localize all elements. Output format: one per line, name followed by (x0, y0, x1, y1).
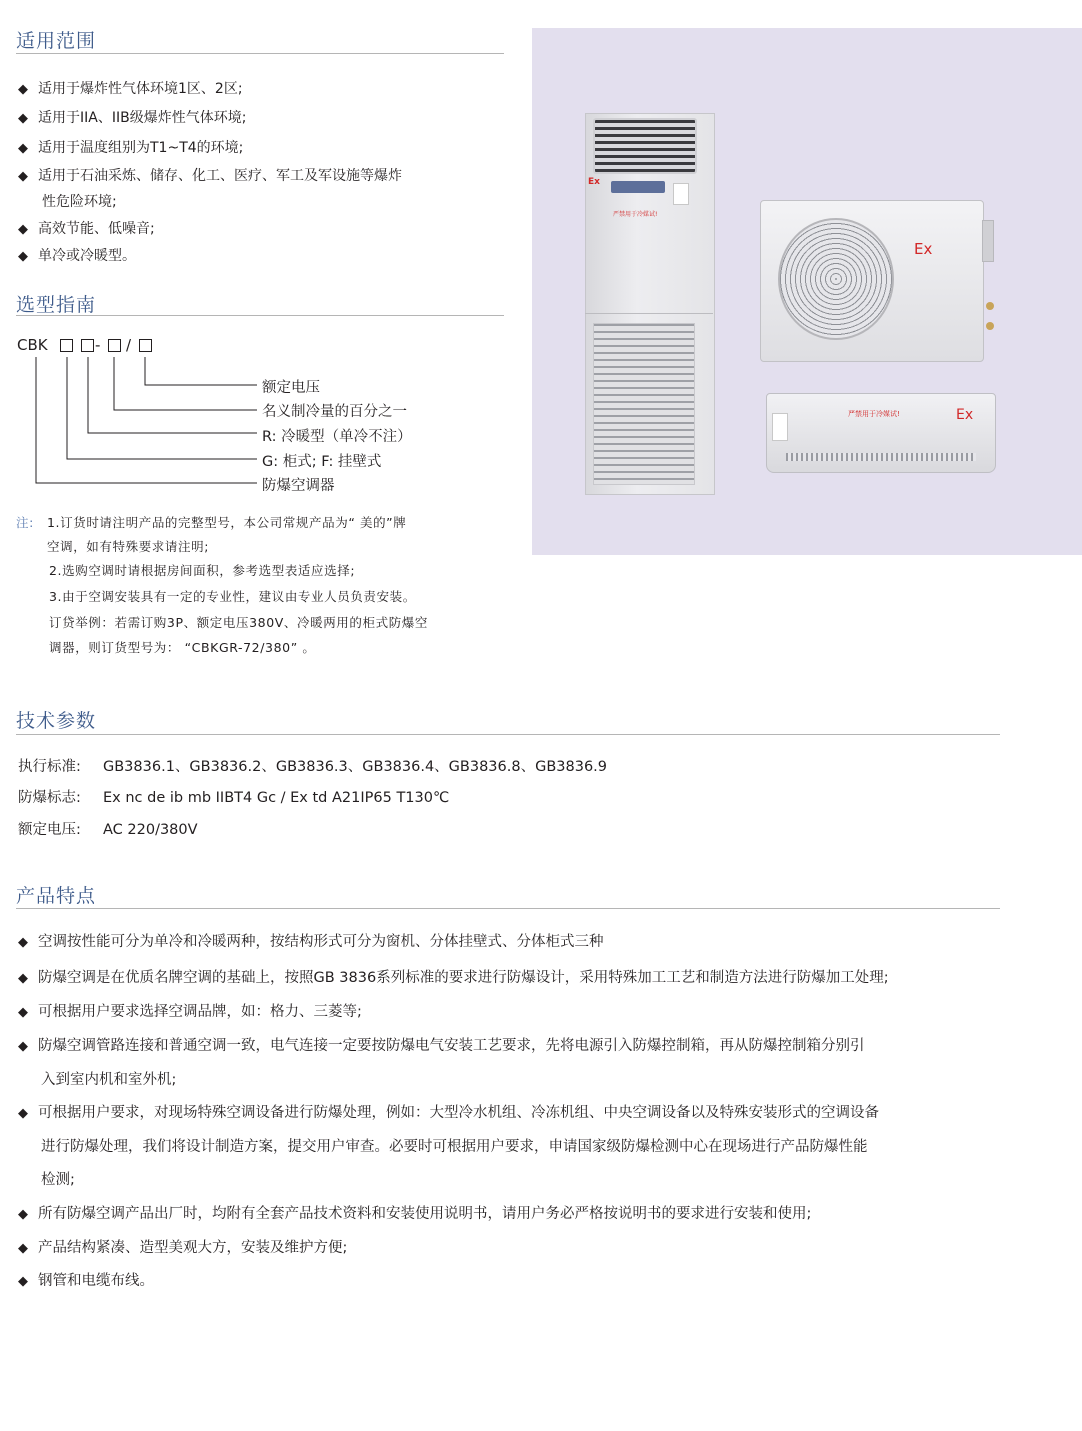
diamond-bullet-icon: ◆ (18, 1039, 28, 1054)
selection-connector-lines (0, 0, 270, 500)
scope-bullet-4-continuation: 性危险环境; (42, 194, 117, 210)
feature-6: ◆ 所有防爆空调产品出厂时，均附有全套产品技术资料和安装使用说明书，请用户务必严格按说明书的要求进行安装和使用; (18, 1206, 812, 1222)
feature-5-continuation-2: 检测; (41, 1172, 75, 1188)
diamond-bullet-icon: ◆ (18, 249, 28, 264)
diamond-bullet-icon: ◆ (18, 1106, 28, 1121)
diamond-bullet-icon: ◆ (18, 111, 28, 126)
label-product: 防爆空调器 (262, 478, 335, 494)
wall-warning: 严禁用于冷媒试! (848, 410, 900, 418)
feature-7: ◆ 产品结构紧凑、造型美观大方，安装及维护方便; (18, 1240, 348, 1256)
selection-title: 选型指南 (16, 294, 97, 316)
product-photo-panel (532, 28, 1082, 555)
note-line-1: 1.订货时请注明产品的完整型号，本公司常规产品为“ 美的”牌 (47, 515, 407, 530)
wall-unit (766, 393, 996, 473)
code-slash: / (126, 336, 132, 354)
feature-2: ◆ 防爆空调是在优质名牌空调的基础上，按照GB 3836系列标准的要求进行防爆设计，采用特殊加工工艺和制造方法进行防爆加工处理; (18, 970, 889, 986)
note-label: 注: (16, 515, 34, 530)
outdoor-unit (760, 190, 992, 360)
scope-title: 适用范围 (16, 30, 97, 52)
feature-4: ◆ 防爆空调管路连接和普通空调一致，电气连接一定要按防爆电气安装工艺要求，先将电源引入防爆控制箱，再从防爆控制箱分别引 (18, 1038, 865, 1054)
scope-bullet-3: ◆ 适用于温度组别为T1~T4的环境; (18, 140, 244, 156)
wall-energy-label (772, 413, 788, 441)
cabinet-unit (585, 113, 713, 493)
feature-5: ◆ 可根据用户要求，对现场特殊空调设备进行防爆处理，例如：大型冷水机组、冷冻机组、中央空调设备以及特殊安装形式的空调设备 (18, 1105, 879, 1121)
tech-rule (16, 734, 1000, 735)
wall-louver (786, 453, 976, 461)
top-grille (593, 118, 697, 174)
param-voltage: 额定电压: AC 220/380V (18, 822, 198, 838)
diamond-bullet-icon: ◆ (18, 1207, 28, 1222)
diamond-bullet-icon: ◆ (18, 935, 28, 950)
features-title: 产品特点 (16, 885, 97, 907)
diamond-bullet-icon: ◆ (18, 1241, 28, 1256)
note-line-5: 订贷举例：若需订购3P、额定电压380V、冷暖两用的柜式防爆空 (49, 615, 429, 630)
feature-4-continuation: 入到室内机和室外机; (41, 1072, 177, 1088)
control-display (611, 181, 665, 193)
diamond-bullet-icon: ◆ (18, 222, 28, 237)
diamond-bullet-icon: ◆ (18, 1274, 28, 1289)
label-cooling-type: R: 冷暖型（单冷不注） (262, 429, 412, 445)
scope-bullet-1: ◆ 适用于爆炸性气体环境1区、2区; (18, 81, 243, 97)
bottom-grille (593, 323, 695, 485)
feature-1: ◆ 空调按性能可分为单冷和冷暖两种，按结构形式可分为窗机、分体挂壁式、分体柜式三种 (18, 934, 604, 950)
label-rated-voltage: 额定电压 (262, 380, 320, 396)
note-line-6: 调器，则订货型号为： “CBKGR-72/380” 。 (49, 640, 316, 655)
scope-bullet-4: ◆ 适用于石油采炼、储存、化工、医疗、军工及军设施等爆炸 (18, 168, 402, 184)
code-dash: - (95, 336, 101, 354)
param-standard: 执行标准: GB3836.1、GB3836.2、GB3836.3、GB3836.4、GB3836.8、GB3836.9 (18, 759, 608, 775)
cabinet-warning: 严禁用于冷媒试! (613, 211, 658, 218)
note-line-2: 空调，如有特殊要求请注明; (47, 539, 210, 554)
features-rule (16, 908, 1000, 909)
scope-bullet-6: ◆ 单冷或冷暖型。 (18, 248, 136, 264)
energy-label (673, 183, 689, 205)
param-ex-marking: 防爆标志: Ex nc de ib mb IIBT4 Gc / Ex td A21IP65 T130℃ (18, 790, 450, 806)
diamond-bullet-icon: ◆ (18, 141, 28, 156)
fan-grille (778, 218, 894, 340)
feature-8: ◆ 钢管和电缆布线。 (18, 1273, 154, 1289)
diamond-bullet-icon: ◆ (18, 1005, 28, 1020)
scope-bullet-5: ◆ 高效节能、低噪音; (18, 221, 155, 237)
feature-3: ◆ 可根据用户要求选择空调品牌，如：格力、三菱等; (18, 1004, 362, 1020)
outdoor-ex-mark: Ex (914, 240, 933, 258)
label-capacity: 名义制冷量的百分之一 (262, 404, 407, 420)
note-line-4: 3.由于空调安装具有一定的专业性，建议由专业人员负责安装。 (49, 589, 416, 604)
diamond-bullet-icon: ◆ (18, 82, 28, 97)
note-line-3: 2.选购空调时请根据房间面积，参考选型表适应选择; (49, 563, 356, 578)
diamond-bullet-icon: ◆ (18, 971, 28, 986)
diamond-bullet-icon: ◆ (18, 169, 28, 184)
wall-ex-mark: Ex (956, 407, 974, 423)
model-code-prefix: CBK (17, 336, 48, 354)
scope-bullet-2: ◆ 适用于IIA、IIB级爆炸性气体环境; (18, 110, 247, 126)
tech-title: 技术参数 (16, 710, 97, 732)
cabinet-ex-mark: Ex (588, 177, 600, 187)
feature-5-continuation-1: 进行防爆处理，我们将设计制造方案，提交用户审查。必要时可根据用户要求，申请国家级防爆检测中心在现场进行产品防爆性能 (41, 1139, 868, 1155)
label-structure: G: 柜式; F: 挂壁式 (262, 454, 382, 470)
